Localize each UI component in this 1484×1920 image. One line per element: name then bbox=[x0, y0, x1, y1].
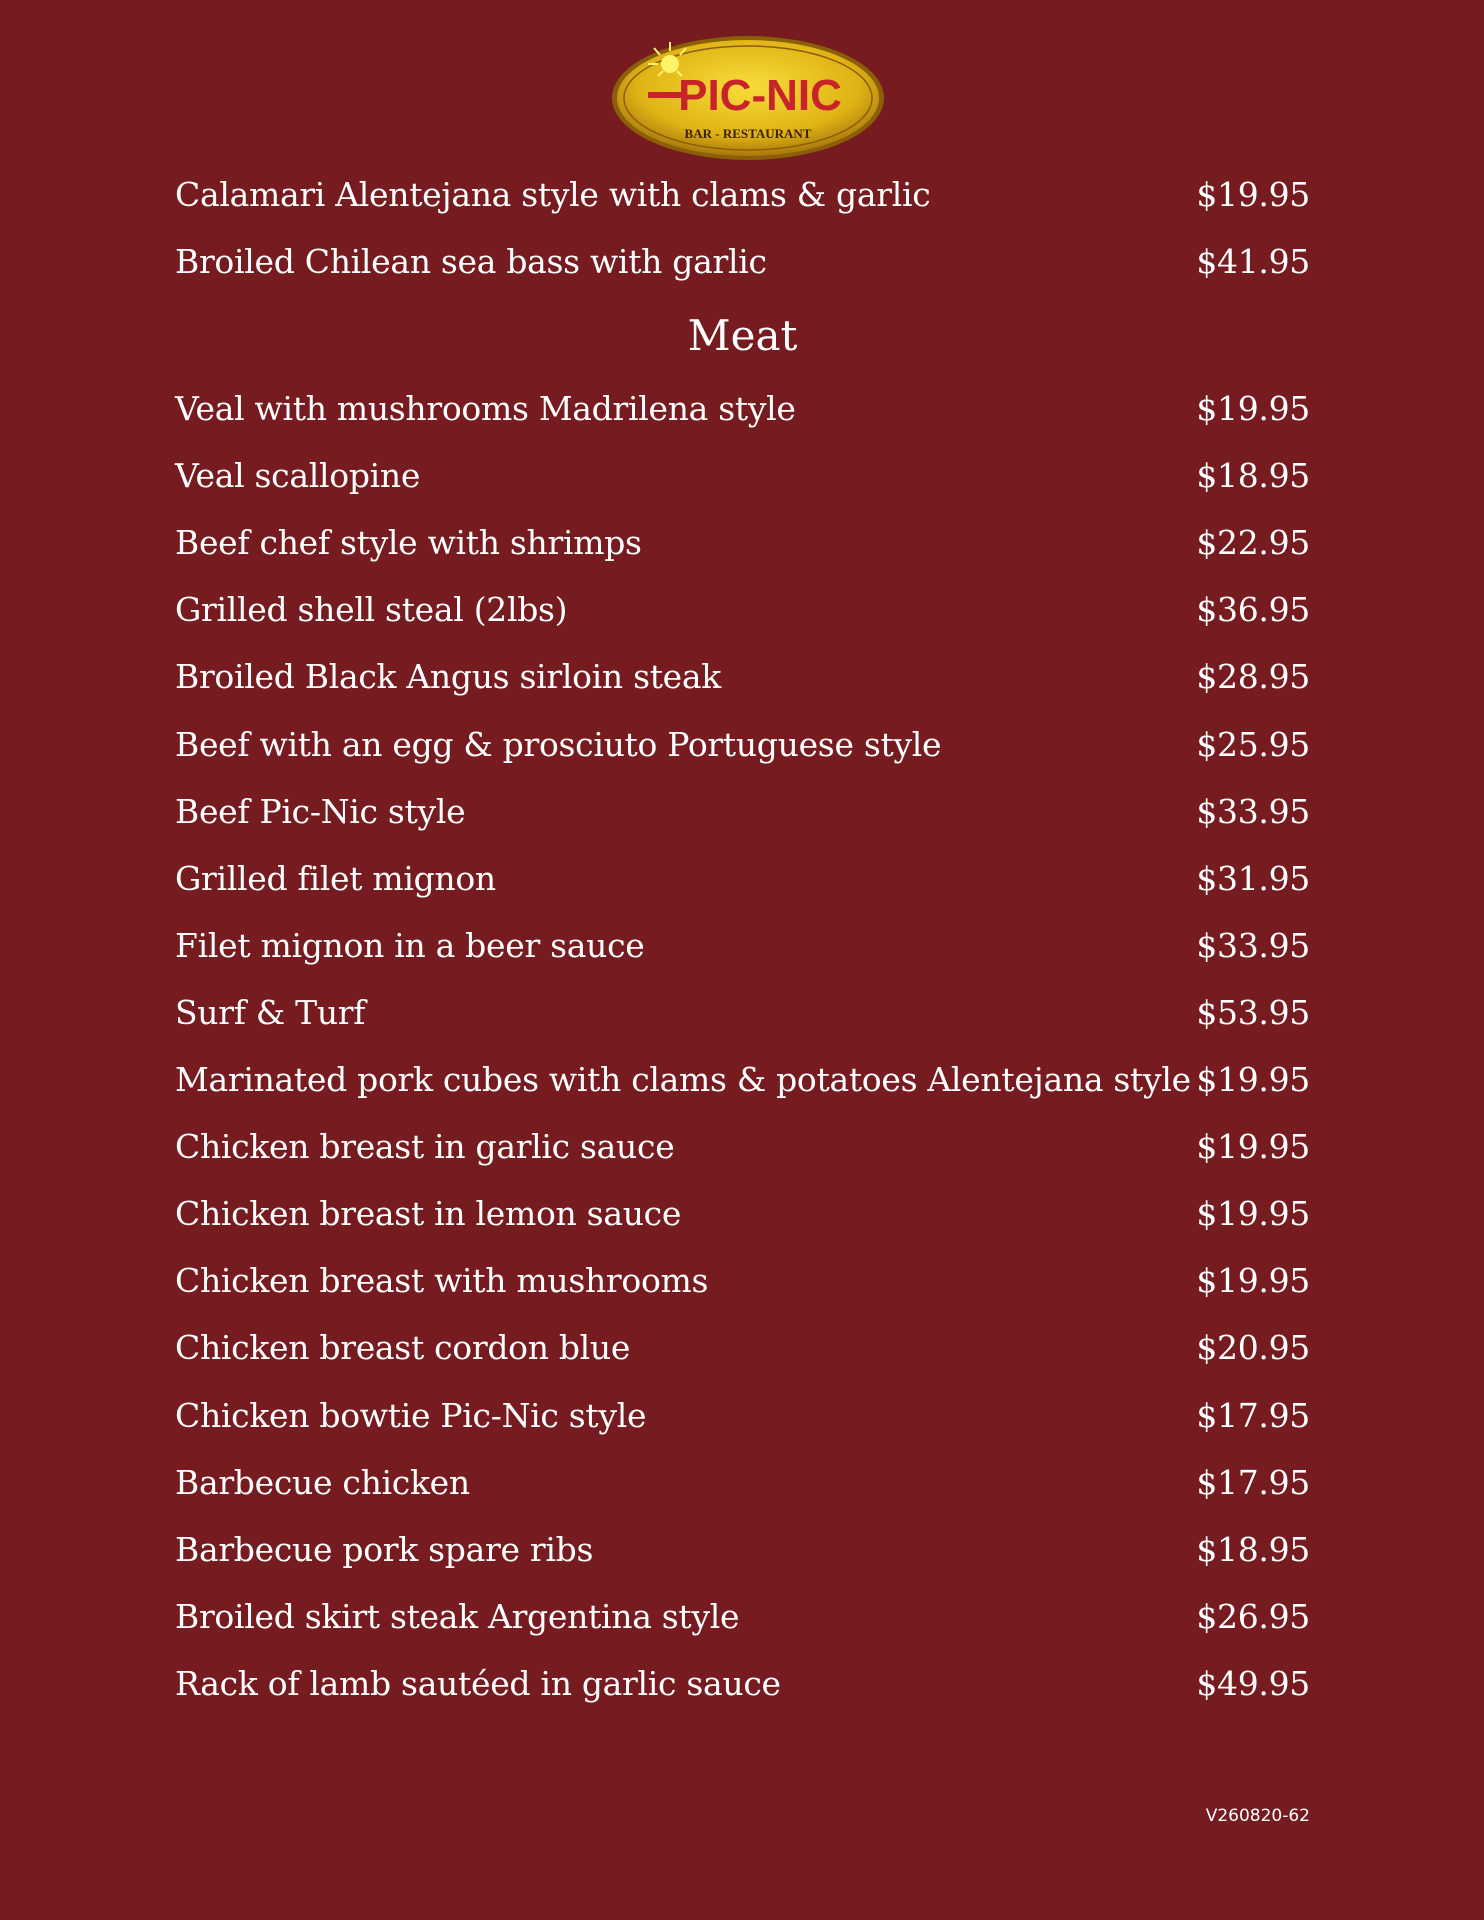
logo-graphic bbox=[610, 30, 886, 166]
menu-item-price: $19.95 bbox=[1196, 389, 1310, 428]
menu-item-name: Filet mignon in a beer sauce bbox=[175, 926, 645, 965]
logo-tagline: BAR - RESTAURANT bbox=[684, 126, 812, 141]
menu-item bbox=[175, 1592, 1310, 1642]
menu-item-price: $31.95 bbox=[1196, 859, 1310, 898]
menu-item-name: Beef with an egg & prosciuto Portuguese style bbox=[175, 725, 942, 764]
menu-item bbox=[175, 384, 1310, 434]
menu-item-name: Broiled Black Angus sirloin steak bbox=[175, 657, 721, 696]
menu-item-name: Chicken bowtie Pic-Nic style bbox=[175, 1396, 647, 1435]
menu-item-price: $19.95 bbox=[1196, 1127, 1310, 1166]
menu-item-price: $25.95 bbox=[1196, 725, 1310, 764]
menu-item bbox=[175, 585, 1310, 635]
menu-item-name: Surf & Turf bbox=[175, 993, 366, 1032]
menu-item-name: Chicken breast cordon blue bbox=[175, 1328, 631, 1367]
menu-item-name: Veal with mushrooms Madrilena style bbox=[175, 389, 796, 428]
menu-item-name: Chicken breast in garlic sauce bbox=[175, 1127, 675, 1166]
menu-item bbox=[175, 237, 1310, 287]
menu-item-price: $33.95 bbox=[1196, 926, 1310, 965]
menu-item-price: $33.95 bbox=[1196, 792, 1310, 831]
section-title: Meat bbox=[687, 311, 798, 360]
menu-item bbox=[175, 787, 1310, 837]
menu-item-name: Calamari Alentejana style with clams & garlic bbox=[175, 175, 931, 214]
menu-item-price: $49.95 bbox=[1196, 1664, 1310, 1703]
menu-item bbox=[175, 1256, 1310, 1306]
menu-item-price: $53.95 bbox=[1196, 993, 1310, 1032]
menu-item-name: Barbecue chicken bbox=[175, 1463, 470, 1502]
menu-item bbox=[175, 1323, 1310, 1373]
menu-item-name: Veal scallopine bbox=[175, 456, 421, 495]
menu-item-name: Barbecue pork spare ribs bbox=[175, 1530, 594, 1569]
menu-item-name: Chicken breast with mushrooms bbox=[175, 1261, 709, 1300]
menu-item-price: $22.95 bbox=[1196, 523, 1310, 562]
menu-item-price: $28.95 bbox=[1196, 657, 1310, 696]
menu-item bbox=[175, 720, 1310, 770]
menu-item-name: Grilled filet mignon bbox=[175, 859, 496, 898]
menu-item-price: $18.95 bbox=[1196, 456, 1310, 495]
menu-item-price: $41.95 bbox=[1196, 242, 1310, 281]
menu-item bbox=[175, 1525, 1310, 1575]
menu-item bbox=[175, 652, 1310, 702]
menu-item bbox=[175, 1391, 1310, 1441]
menu-item bbox=[175, 1659, 1310, 1709]
menu-item bbox=[175, 921, 1310, 971]
menu-item-price: $18.95 bbox=[1196, 1530, 1310, 1569]
menu-item-price: $36.95 bbox=[1196, 590, 1310, 629]
menu-item bbox=[175, 1122, 1310, 1172]
menu-item-name: Chicken breast in lemon sauce bbox=[175, 1194, 682, 1233]
menu-item-price: $19.95 bbox=[1196, 175, 1310, 214]
menu-item-price: $17.95 bbox=[1196, 1463, 1310, 1502]
menu-item-price: $20.95 bbox=[1196, 1328, 1310, 1367]
menu-item-name: Rack of lamb sautéed in garlic sauce bbox=[175, 1664, 781, 1703]
menu-item-price: $19.95 bbox=[1196, 1194, 1310, 1233]
menu-item-name: Beef chef style with shrimps bbox=[175, 523, 642, 562]
menu-item bbox=[175, 451, 1310, 501]
menu-item-name: Broiled skirt steak Argentina style bbox=[175, 1597, 740, 1636]
menu-item bbox=[175, 1055, 1310, 1105]
menu-item-name: Marinated pork cubes with clams & potatoes Alentejana style bbox=[175, 1060, 1191, 1099]
menu-item-name: Broiled Chilean sea bass with garlic bbox=[175, 242, 767, 281]
menu-item bbox=[175, 988, 1310, 1038]
menu-item bbox=[175, 518, 1310, 568]
logo-name: PIC-NIC bbox=[678, 71, 842, 120]
menu-item-name: Grilled shell steal (2lbs) bbox=[175, 590, 568, 629]
menu-item-name: Beef Pic-Nic style bbox=[175, 792, 466, 831]
menu-item bbox=[175, 1458, 1310, 1508]
version-code: V260820-62 bbox=[1205, 1806, 1310, 1826]
menu-item-price: $26.95 bbox=[1196, 1597, 1310, 1636]
menu-item-price: $17.95 bbox=[1196, 1396, 1310, 1435]
menu-item-price: $19.95 bbox=[1196, 1261, 1310, 1300]
menu-item-price: $19.95 bbox=[1196, 1060, 1310, 1099]
menu-item bbox=[175, 1189, 1310, 1239]
menu-item bbox=[175, 170, 1310, 220]
menu-item bbox=[175, 854, 1310, 904]
restaurant-logo bbox=[610, 30, 886, 166]
